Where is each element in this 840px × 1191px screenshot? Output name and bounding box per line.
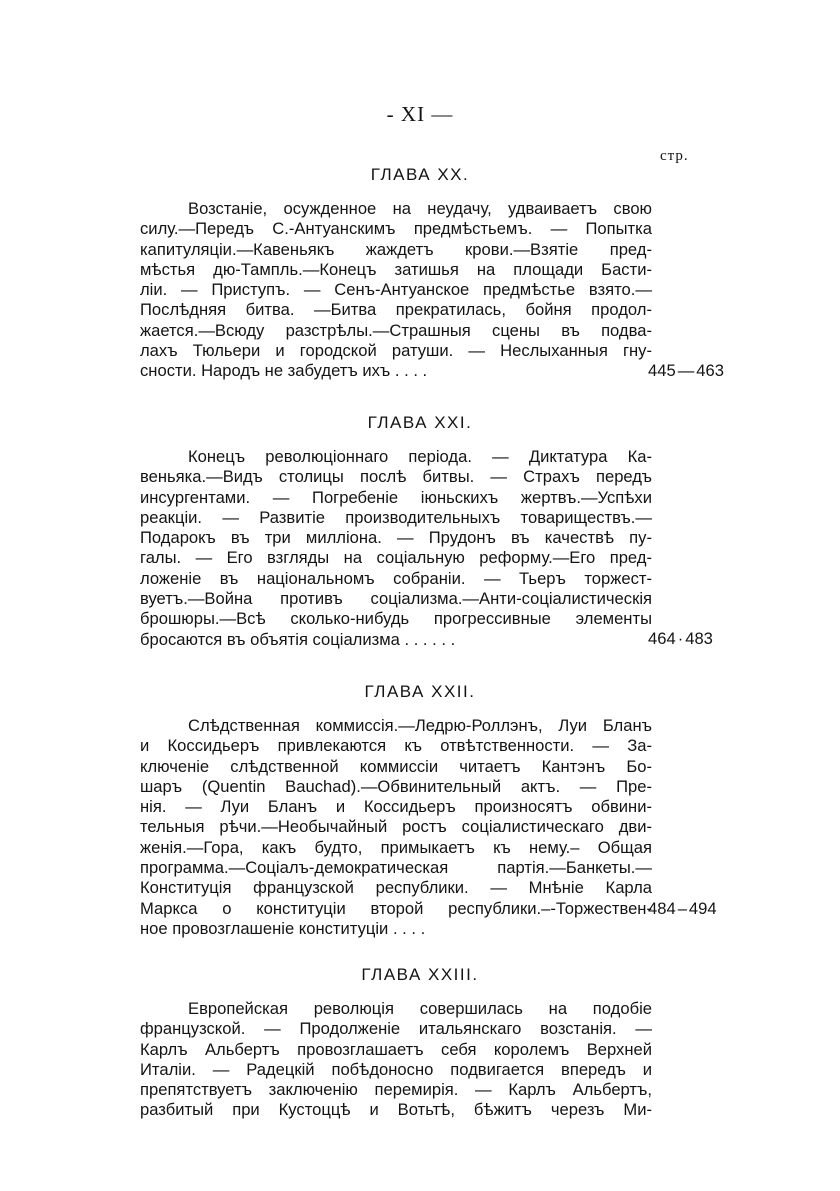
summary-line: галы. — Его взгляды на соціальную реформу.—Его пред-: [140, 548, 652, 568]
summary-line: ложеніе въ національномъ собраніи. — Тьеръ торжест-: [140, 568, 652, 588]
summary-line: веньяка.—Видъ столицы послѣ битвы. — Страхъ передъ: [140, 467, 652, 487]
summary-line: капитуляціи.—Кавеньякъ жаждетъ крови.—Взятіе пред-: [140, 239, 652, 259]
summary-line: жается.—Всюду разстрѣлы.—Страшныя сцены въ подва-: [140, 320, 652, 340]
pages-column-header: стр.: [660, 148, 689, 164]
summary-line: бросаются въ объятія соціализма . . . . . .: [140, 629, 456, 649]
chapter-title: ГЛАВА XX.: [370, 165, 470, 184]
summary-line: препятствуетъ заключенію перемирія. — Карлъ Альбертъ,: [140, 1080, 652, 1100]
page-range-end: 483: [685, 629, 713, 648]
page-range-separator: ·: [677, 629, 684, 648]
summary-line: инсургентами. — Погребеніе іюньскихъ жертвъ.—Успѣхи: [140, 487, 652, 507]
summary-line: шаръ (Quentin Bauchad).—Обвинительный актъ. — Пре-: [140, 776, 652, 796]
summary-line: сности. Народъ не забудетъ ихъ . . . .: [140, 361, 428, 381]
chapter-summary: [140, 999, 652, 1121]
summary-line: Маркса о конституціи второй республики.–-Торжествен-: [140, 898, 652, 918]
summary-line: Возстаніе, осужденное на неудачу, удваиваетъ свою: [188, 199, 652, 218]
summary-line: французской. — Продолженіе итальянскаго возстанія. —: [140, 1019, 652, 1039]
summary-line: Конецъ революціоннаго періода. — Диктатура Ка-: [188, 447, 652, 466]
summary-line: Послѣдняя битва. —Битва прекратилась, бойня продол-: [140, 300, 652, 320]
page-range-end: 463: [696, 361, 724, 380]
chapter-summary: [140, 716, 652, 939]
summary-line: Слѣдственная коммиссія.—Ледрю-Роллэнъ, Луи Бланъ: [188, 716, 652, 735]
summary-line: вуетъ.—Война противъ соціализма.—Анти-соціалистическія: [140, 589, 652, 609]
summary-line: ліи. — Приступъ. — Сенъ-Антуанское предмѣстье взято.—: [140, 280, 652, 300]
page-range-end: 494: [688, 899, 717, 918]
page-range-start: 464: [648, 629, 676, 648]
summary-line: ключеніе слѣдственной коммиссіи читаетъ Кантэнъ Бо-: [140, 756, 652, 776]
summary-line: женія.—Гора, какъ будто, примыкаетъ къ нему.– Общая: [140, 837, 652, 857]
summary-line: нія. — Луи Бланъ и Коссидьеръ произносятъ обвини-: [140, 797, 652, 817]
summary-line: Конституція французской республики. — Мнѣніе Карла: [140, 878, 652, 898]
page-range-separator: —: [677, 361, 695, 380]
page-range: [648, 361, 724, 381]
chapter-title: ГЛАВА XXIII.: [361, 965, 479, 984]
page-range: [648, 629, 713, 649]
summary-line: силу.—Передъ С.-Антуанскимъ предмѣстьемъ. — Попытка: [140, 219, 652, 239]
summary-line: Европейская революція совершилась на подобіе: [188, 999, 652, 1018]
page-range: [648, 899, 717, 919]
chapter-title: ГЛАВА XXI.: [367, 413, 473, 432]
summary-line: и Коссидьеръ привлекаются къ отвѣтственности. — За-: [140, 736, 652, 756]
summary-line: Подарокъ въ три милліона. — Прудонъ въ качествѣ пу-: [140, 528, 652, 548]
summary-line: тельныя рѣчи.—Необычайный ростъ соціалистическаго дви-: [140, 817, 652, 837]
summary-line: разбитый при Кустоццѣ и Вотьтѣ, бѣжитъ черезъ Ми-: [140, 1100, 652, 1120]
summary-line: реакціи. — Развитіе производительныхъ товариществъ.—: [140, 507, 652, 527]
page-number: - XI —: [386, 102, 454, 126]
summary-line: Италіи. — Радецкій побѣдоносно подвигается впередъ и: [140, 1059, 652, 1079]
page-range-separator: –: [677, 899, 687, 918]
chapter-title: ГЛАВА XXII.: [364, 682, 476, 701]
summary-line: брошюры.—Всѣ сколько-нибудь прогрессивные элементы: [140, 609, 652, 629]
chapter-summary: [140, 447, 652, 650]
chapter-summary: [140, 199, 652, 382]
summary-line: программа.—Соціалъ-демократическая партія.—Банкеты.—: [140, 858, 652, 878]
summary-line: мѣстья дю-Тампль.—Конецъ затишья на площади Басти-: [140, 259, 652, 279]
page-range-start: 445: [648, 361, 676, 380]
summary-line: Карлъ Альбертъ провозглашаетъ себя королемъ Верхней: [140, 1039, 652, 1059]
page-range-start: 484: [648, 899, 676, 918]
summary-line: ное провозглашеніе конституціи . . . .: [140, 918, 426, 938]
summary-line: лахъ Тюльери и городской ратуши. — Неслыханныя гну-: [140, 341, 652, 361]
